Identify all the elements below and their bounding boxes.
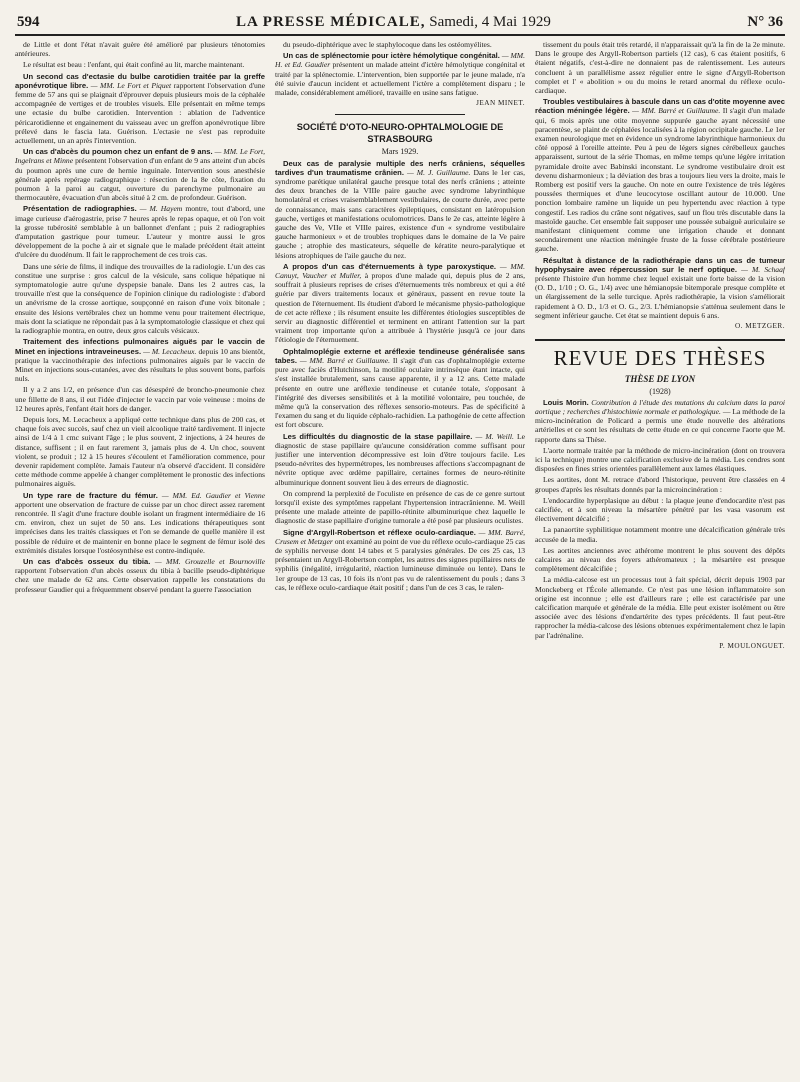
article-heading: Deux cas de paralysie multiple des nerfs crâniens, séquelles tardives d'un traumatisme crânien. [275, 158, 525, 177]
newspaper-page [15, 0, 785, 1076]
issue-date: Samedi, 4 Mai 1929 [429, 14, 551, 30]
article-authors: — M. Hayem [139, 204, 183, 214]
article-body: à propos d'une malade qui, depuis plus de 2 ans, souffrait à plusieurs reprises de crises d'éternuements très nombreux et qui a été guérie par divers traitements locaux et généraux, passent en revue toute la question de l'éternuement. Ils étudient d'abord le mécanisme physio-pathologique de cet acte réflexe ; ils résument ensuite les différentes étiologies susceptibles de servir au diagnostic différentiel et terminent en attirant l'attention sur la part vraiment trop importante qu'on a attribuée à l'hystérie jusqu'à ce jour dans l'étiologie de l'éternuement. [275, 271, 525, 345]
article-authors: — MM. Canuyt, Vaucher et Muller, [275, 261, 525, 281]
article-heading: Louis Morin. [543, 397, 589, 407]
columns [15, 40, 785, 1050]
section-divider [535, 339, 785, 341]
article-body: ont examiné au point de vue du réflexe oculo-cardiaque 25 cas de syphilis nerveuse dont 14 tabes et 5 paralysies générales. De ces 25 cas, 13 présentaient un Argyll-Robertson complet, les autres des signes pupillaires nets de syphilis (inégalité, irrégularité, réaction lumineuse diminuée ou lente). Dans le 1er groupe de 13 cas, 10 fois ils n'ont pas vu de ralentissement du pouls ; dans 3 cas, le réflexe oculo-cardiaque était positif ; dans l'un de ces 3 cas, le ralen- [275, 536, 525, 592]
session-date: Mars 1929. [381, 147, 419, 157]
article-heading: Un cas d'abcès osseux du tibia. [23, 556, 151, 566]
article-body: Le diagnostic de stase papillaire qu'aucune considération comme suffisant pour justifier une intervention décompressive est loin d'être toujours facile. Les pseudo-névrites des hypermétropes, les nombreuses affections s'accompagnant de névrite optique avec œdème papillaire, certaines formes de neuro-rétinite albuminurique donnent souvent lieu à des erreurs de diagnostic. [275, 431, 525, 487]
paragraph: On comprend la perplexité de l'oculiste en présence de cas de ce genre surtout lorsqu'il existe des symptômes rappelant l'hypertension intracrânienne. M. Weill présente une malade atteinte de papillo-rétinite albuminurique chez laquelle le diagnostic de stase papillaire d'origine tumorale a été posé par plusieurs oculistes. [275, 488, 525, 526]
paragraph: L'endocardite hyperplasique au début : la plaque jeune d'endocardite n'est pas calcifiée, et à son niveau la mésartère pénétré par les vasa vasorum est électivement décalcifié ; [535, 495, 785, 524]
article-heading: Les difficultés du diagnostic de la stase papillaire. [283, 431, 473, 441]
paragraph: Depuis lors, M. Lecacheux a appliqué cette technique dans plus de 200 cas, et chaque fois avec succès, sauf chez un vieil alcoolique traité tardivement. Il injecte ainsi de 1/4 à 1 cmc suivant l'âge ; le plus souvent, 2 injections, à 24 heures de distance, suffisent ; il en faut rarement 3, jamais plus de 4. Un choc, souvent violent, se produit ; 12 à 15 heures s'écoulent et l'amélioration commence, pour devenir rapidement complète. Jamais l'auteur n'a observé d'accident. Il considère cette méthode comme appelée à changer complètement le pronostic des infections pulmonaires aiguës. [15, 414, 265, 489]
article-body: Dans le 1er cas, syndrome parétique unilatéral gauche presque total des nerfs crâniens ; atteinte des deux branches de la VIIIe paire gauche avec syndrome labyrinthique homolatéral et crises vraisemblablement vestibulaires, de courte durée, avec perte de connaissance, mais sans caractères épileptiques, consistant en latéropulsion gauche, vertiges et manifestations oculomotrices. Dans le 2e cas, atteinte légère à gauche des Ve, VIIe et VIIIe paires, existence d'un « syndrome vestibulaire gauche harmonieux » et de troubles trophiques dans le domaine de la Ve paire gauche ; atrophie des masticateurs, séquelle de kératite neuro-paralytique et lésions atrophiques de l'aile gauche du nez. [275, 167, 525, 260]
article-authors: — MM. Le Fort, Ingelrans et Minne [15, 147, 265, 166]
article-body: — La méthode de la micro-incinération de Policard a permis une étude nouvelle des altérations artérielles et ce sont les résultats de cette étude en ce qui concerne l'aorte que M. rapporte dans sa Thèse. [535, 406, 785, 444]
article-body: présentent l'observation d'un enfant de 9 ans atteint d'un abcès du poumon après une cure de hernie inguinale. Intervention sous anesthésie générale après repérage radiographique : résection de la 8e côte, fixation du poumon à la paroi au catgut, ouverture du parenchyme pulmonaire au thermocautère, évacuation d'un abcès situé à 2 cm. de profondeur. Guérison. [15, 156, 265, 203]
journal-name: LA PRESSE MÉDICALE, [236, 14, 426, 30]
article [535, 97, 785, 253]
article-heading: Un cas de splénectomie pour ictère hémolytique congénital. [283, 51, 500, 61]
article-authors: — M. Lecacheux. [143, 346, 197, 356]
paragraph: de Little et dont l'état n'avait guère été amélioré par plusieurs ténotomies antérieures. [15, 40, 265, 59]
paragraph: La panaortite syphilitique notamment montre une décalcification générale très accusée de la media. [535, 525, 785, 544]
article-heading: Traitement des infections pulmonaires aiguës par le vaccin de Minet en injections intraveineuses. [15, 337, 265, 356]
article [15, 337, 265, 383]
article-body: Il s'agit d'un malade qui, 6 mois après une otite moyenne suppurée gauche ayant nécessité une paracentèse, se plaint de céphalées localisées à la région occipitale gauche. Le 1er examen neurologique met en évidence un syndrome labyrinthique harmonieux du côté opposé à l'oreille atteinte. Peu à peu de légers signes cérébelleux gauches apparaissent, surtout de la série Thomas, en même temps qu'une légère irritation pyramidale droite avec Babinski inconstant. Le syndrome vestibulaire droit est devenu disharmonieux ; la déviation des bras a toujours lieu vers la droite, mais le Romberg est positif vers la gauche. On note en outre l'existence de très légères poussées thermiques et d'une leucocytose oscillant autour de 10.000. Une ponction lombaire ramène un liquide un peu hypertendu avec réaction à type congestif. Les radios du crâne sont négatives, sauf un flou très discutable dans la mastoïde gauche. Cet ensemble fait supposer une poussée subaiguë auriculaire se manifestant cliniquement comme une irrigation chaude et donnant secondairement une réaction méningée fruste de la fosse cérébrale postérieure gauche. [535, 106, 785, 254]
paragraph: La média-calcose est un processus tout à fait spécial, décrit depuis 1903 par Monckeberg et l'École allemande. Ce n'est pas une lésion inflammatoire son origine est inconnue ; elle est d'ailleurs rare ; elle est caractérisée par une calcification marquée et générale de la média. Elle peut exister isolément ou être associée avec des lésions d'endartérite des types précédents. Il faut peut-être rapprocher la média-calcose des lésions obtenues expérimentalement chez le lapin par l'adrénaline. [535, 575, 785, 640]
article [275, 432, 525, 487]
article-heading: Un second cas d'ectasie du bulbe carotidien traitée par la greffe aponévrotique libre. [15, 71, 265, 90]
article-heading: A propos d'un cas d'éternuements à type paroxystique. [283, 261, 497, 271]
article-heading: Ophtalmoplégie externe et aréflexie tendineuse généralisée sans tabes. [275, 346, 525, 365]
article-heading: Un cas d'abcès du poumon chez un enfant de 9 ans. [23, 147, 213, 157]
paragraph: du pseudo-diphtérique avec le staphylocoque dans les ostéomyélites. [283, 40, 492, 49]
article-authors: — MM. H. et Ed. Gaudier [275, 51, 525, 70]
article-authors: — MM. Grouzelle et Bournoville [154, 556, 265, 566]
article-heading: Troubles vestibulaires à bascule dans un cas d'otite moyenne avec réaction méningée légère. [535, 97, 785, 116]
society-title: SOCIÉTÉ D'OTO-NEURO-OPHTALMOLOGIE DE STRASBOURG [296, 122, 504, 145]
signature: JEAN MINET. [476, 99, 525, 108]
signature: P. MOULONGUET. [719, 641, 785, 650]
article-body: montre, tout d'abord, une image curieuse d'aérogastrie, prise 7 heures après le repas opaque, et où l'on voit la grosse tubérosité semblable à un ballonnet d'enfant ; puis 2 radiographies d'amputation gastrique pour tumeur. L'auteur y montre aussi le gros développement de la poche à air et signale que le malade précédent était atteint d'ulcère du duodénum. Il fait le rapprochement de ces trois cas. [15, 204, 265, 260]
paragraph: Le résultat est beau : l'enfant, qui était confiné au lit, marche maintenant. [23, 60, 245, 70]
article-heading: Un type rare de fracture du fémur. [23, 490, 158, 500]
article [275, 159, 525, 260]
paragraph: Les aortites, dont M. retrace d'abord l'historique, peuvent être classées en 4 groupes d'après les résultats donnés par la microincinération : [535, 475, 785, 494]
paragraph: Les aortites anciennes avec athérome montrent le plus souvent des dépôts calcaires au niveau des foyers athéromateux ; la mésartère est presque complètement décalcifiée ; [535, 545, 785, 574]
page-header [15, 14, 785, 36]
article [15, 147, 265, 202]
article-authors: Contribution à l'étude des mutations du calcium dans la paroi aortique ; recherches d'histochimie normale et pathologique. [535, 397, 785, 416]
article [275, 347, 525, 430]
article-authors: — M. Weill. [475, 431, 514, 441]
article-authors: — MM. Le Fort et Piquet [90, 80, 172, 90]
these-year: (1928) [649, 386, 671, 396]
article [15, 204, 265, 259]
article-authors: — MM. Barré et Guillaume. [299, 355, 390, 365]
revue-heading: REVUE DES THÈSES [553, 346, 767, 371]
article-authors: — M. Schaaf [741, 264, 785, 274]
article [15, 491, 265, 555]
article-body: apportent une observation de fracture de cuisse par un choc direct assez rarement rencontrée. Il s'agit d'une fracture double isolant un fragment intermédiaire de 16 cm. environ, chez un sujet de 50 ans. Les indications thérapeutiques sont imprécises dans les traités classiques et l'on se demande de quelle manière il est possible de réduire et de maintenir en bonne place le segment de fémur isolé des extrémités distales lorsque l'ostéosynthèse est contre-indiquée. [15, 499, 265, 555]
article [275, 528, 525, 592]
article-authors: — MM. Barré et Guillaume. [632, 106, 721, 116]
article [15, 72, 265, 146]
article [15, 557, 265, 594]
column-3 [535, 40, 785, 1050]
article-body: présentent un malade atteint d'ictère hémolytique congénital et traité par la splénectomie. L'intervention, bien supportée par le jeune malade, n'a été suivie d'aucun incident et actuellement l'ictère a complètement disparu ; le malade, considérablement amélioré, travaille en usine sans fatigue. [275, 60, 525, 98]
article-authors: — MM. Ed. Gaudier et Vienne [161, 490, 265, 500]
article-authors: — M. J. Guillaume. [407, 167, 471, 177]
article [275, 51, 525, 97]
journal-title [236, 14, 551, 31]
article-body: présente l'histoire d'un homme chez lequel existait une forte baisse de la vision (O. D., 1/10 ; O. G., 1/4) avec une hémianopsie bitemporale presque complète et un élargissement de la selle turcique. Après radiothérapie, la vision s'améliorait rapidement à O. D., 1/3 et O. G., 2/3. L'hémianopsie s'atténua seulement dans le segment inférieur gauche. Cet état se maintient depuis 6 ans. [535, 274, 785, 320]
article-body: rapportent l'observation d'une femme de 57 ans qui se plaignait d'éprouver depuis plusieurs mois de la céphalée accompagnée de vertiges et de troubles visuels. Elle présentait en même temps une ectasie du bulbe carotidien. Intervention : ablation de l'adventice péricarotidienne et engainement du vaisseau avec un greffon aponévrotique libre prélevé dans le fascia lata. Guérison. L'ectasie ne s'est pas reproduite actuellement, un an après l'intervention. [15, 80, 265, 146]
article-body: depuis 10 ans bientôt, pratique la vaccinothérapie des infections pulmonaires aiguës par le vaccin de Minet en injections sous-cutanées, avec des résultats le plus souvent bons, parfois nuls. [15, 346, 265, 384]
paragraph: Dans une série de films, il indique des trouvailles de la radiologie. L'un des cas constitue une surprise : gros calcul de la vésicule, sans colique hépatique ni symptomatologie autre qu'une dyspepsie banale. Dans les 2 autres cas, la trouvaille n'est que la conséquence de l'opinion clinique du radiologiste : d'abord un anévrisme de la crosse aortique, soupçonné en raison d'une voix bitonale ; ensuite des lésions vertébrales chez un homme venu pour traitement électrique, mais dont la sciatique ne répondait pas à la symptomatologie classique et chez qui la radiographie montra, en outre, deux gros calculs vésicaux. [15, 261, 265, 336]
page-number: 594 [17, 14, 40, 30]
article-body: Il s'agit d'un cas d'ophtalmoplégie externe pure avec faciès d'Hutchinson, la motilité oculaire intrinsèque étant intacte, qui s'est installée brutalement, sans cause apparente, il y a 12 ans. Cette malade présente en outre une aréflexie tendineuse et cutanée totale, s'opposant à l'intégrité des diverses sensibilités et à la motilité volontaire, peu touchée, de même qu'à la conservation des réflexes sensorio-moteurs. Pas de spécificité à l'examen du sang et du liquide céphalo-rachidien. La pathogénie de cette affection est fort obscure. [275, 355, 525, 430]
column-1 [15, 40, 265, 1050]
paragraph: L'aorte normale traitée par la méthode de micro-incinération (dont on trouvera ici la technique) montre une calcification exclusive de la média. Les cendres sont disposées en fines stries orientées parallèlement aux lames élastiques. [535, 445, 785, 474]
article-heading: Signe d'Argyll-Robertson et réflexe oculo-cardiaque. [283, 527, 476, 537]
article-authors: — MM. Barré, Crusem et Metzger [275, 527, 525, 546]
divider [335, 114, 465, 115]
paragraph: Il y a 2 ans 1/2, en présence d'un cas désespéré de broncho-pneumonie chez une fillette de 8 ans, il eut l'idée d'injecter le vaccin par voie veineuse : moins de 12 heures après, l'enfant était hors de danger. [15, 385, 265, 413]
article [535, 256, 785, 320]
paragraph: tissement du pouls était très retardé, il n'apparaissait qu'à la fin de la 2e minute. Dans le groupe des Argyll-Robertson partiels (12 cas), 6 cas étaient positifs, 6 étaient négatifs, c'est-à-dire ne donnaient pas de ralentissement. Les auteurs concluent à un parallélisme assez régulier entre le signe d'Argyll-Robertson complet et l' « abolition » ou du moins le retard anormal du réflexe oculo-cardiaque. [535, 40, 785, 96]
issue-number: N° 36 [747, 14, 783, 30]
article [535, 398, 785, 444]
article-body: rapportent l'observation d'un abcès osseux du tibia à bacille pseudo-diphtérique chez une malade de 62 ans. Cette observation rappelle les constatations du professeur Gaudier qui a fréquemment observé pendant la guerre l'association [15, 566, 265, 594]
signature: O. METZGER. [734, 322, 785, 331]
column-2 [275, 40, 525, 1050]
article-heading: Présentation de radiographies. [23, 204, 137, 214]
article-heading: Résultat à distance de la radiothérapie dans un cas de tumeur hypophysaire avec répercussion sur le nerf optique. [535, 255, 785, 274]
article [275, 262, 525, 345]
these-heading: THÈSE DE LYON [624, 374, 696, 385]
